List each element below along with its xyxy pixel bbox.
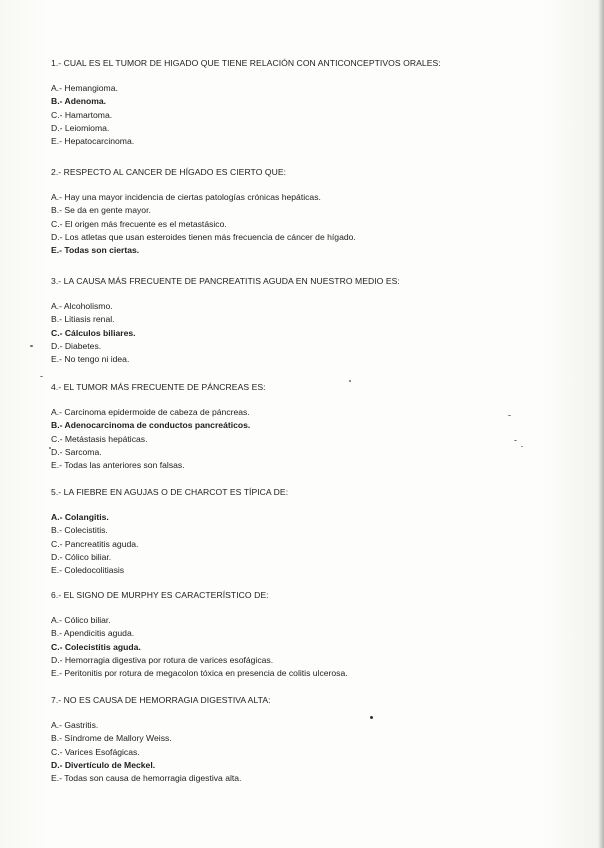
question-title: 2.- RESPECTO AL CANCER DE HÍGADO ES CIERTO QUE:	[51, 167, 287, 177]
answer-option-correct: C.- Cálculos biliares.	[51, 327, 136, 338]
answer-option: D.- Cólico biliar.	[51, 551, 112, 562]
answer-option: E.- Peritonitis por rotura de megacolon tóxica en presencia de colitis ulcerosa.	[51, 668, 348, 679]
answer-option: D.- Hemorragia digestiva por rotura de varices esofágicas.	[51, 654, 274, 665]
answer-option: E.- Hepatocarcinoma.	[51, 136, 135, 147]
answer-option: C.- Hamartoma.	[51, 109, 113, 120]
answer-option-correct: D.- Divertículo de Meckel.	[51, 759, 156, 770]
question-6	[51, 589, 571, 680]
answer-option-correct: B.- Adenoma.	[51, 96, 107, 107]
answer-option: C.- Metástasis hepáticas.	[51, 433, 148, 444]
answer-option: E.- No tengo ni idea.	[51, 354, 130, 365]
page-edge-shadow	[598, 0, 604, 848]
answer-option: B.- Apendicitis aguda.	[51, 628, 135, 639]
answer-option: B.- Colecistitis.	[51, 525, 108, 536]
answer-option: A.- Cólico biliar.	[51, 615, 111, 626]
answer-option: A.- Hemangioma.	[51, 83, 118, 94]
answer-option: D.- Sarcoma.	[51, 446, 102, 457]
answer-option: C.- Pancreatitis aguda.	[51, 538, 139, 549]
answer-option: E.- Coledocolitiasis	[51, 565, 125, 576]
answer-option: C.- El origen más frecuente es el metastásico.	[51, 218, 227, 229]
answer-option: C.- Varices Esofágicas.	[51, 746, 140, 757]
answer-option: A.- Hay una mayor incidencia de ciertas patologías crónicas hepáticas.	[51, 192, 321, 203]
question-title: 6.- EL SIGNO DE MURPHY ES CARACTERÍSTICO DE:	[51, 590, 269, 600]
answer-option-correct: E.- Todas son ciertas.	[51, 245, 140, 256]
question-3	[51, 275, 571, 366]
answer-option: A.- Alcoholismo.	[51, 301, 113, 312]
question-title: 7.- NO ES CAUSA DE HEMORRAGIA DIGESTIVA ALTA:	[51, 695, 271, 705]
question-4	[51, 381, 571, 472]
answer-option: D.- Los atletas que usan esteroides tienen más frecuencia de cáncer de hígado.	[51, 231, 356, 242]
answer-option: E.- Todas las anteriores son falsas.	[51, 460, 185, 471]
question-1	[51, 57, 571, 148]
answer-option: B.- Síndrome de Mallory Weiss.	[51, 733, 172, 744]
answer-option: A.- Gastritis.	[51, 720, 99, 731]
scan-speck	[30, 345, 33, 347]
answer-option-correct: C.- Colecistitis aguda.	[51, 641, 141, 652]
answer-option: A.- Carcinoma epidermoide de cabeza de páncreas.	[51, 407, 250, 418]
answer-option: E.- Todas son causa de hemorragia digestiva alta.	[51, 773, 242, 784]
answer-option-correct: B.- Adenocarcinoma de conductos pancreáticos.	[51, 420, 251, 431]
answer-option: D.- Leiomioma.	[51, 122, 110, 133]
question-5	[51, 486, 571, 577]
question-7	[51, 694, 571, 785]
answer-option: B.- Litiasis renal.	[51, 314, 115, 325]
answer-option: D.- Diabetes.	[51, 340, 102, 351]
answer-option-correct: A.- Colangitis.	[51, 512, 109, 523]
question-title: 3.- LA CAUSA MÁS FRECUENTE DE PANCREATITIS AGUDA EN NUESTRO MEDIO ES:	[51, 276, 400, 286]
answer-option: B.- Se da en gente mayor.	[51, 205, 151, 216]
question-title: 1.- CUAL ES EL TUMOR DE HIGADO QUE TIENE RELACIÓN CON ANTICONCEPTIVOS ORALES:	[51, 58, 441, 68]
question-2	[51, 166, 571, 257]
question-title: 4.- EL TUMOR MÁS FRECUENTE DE PÁNCREAS ES:	[51, 382, 266, 392]
question-title: 5.- LA FIEBRE EN AGUJAS O DE CHARCOT ES TÍPICA DE:	[51, 487, 289, 497]
scan-speck	[40, 376, 43, 377]
